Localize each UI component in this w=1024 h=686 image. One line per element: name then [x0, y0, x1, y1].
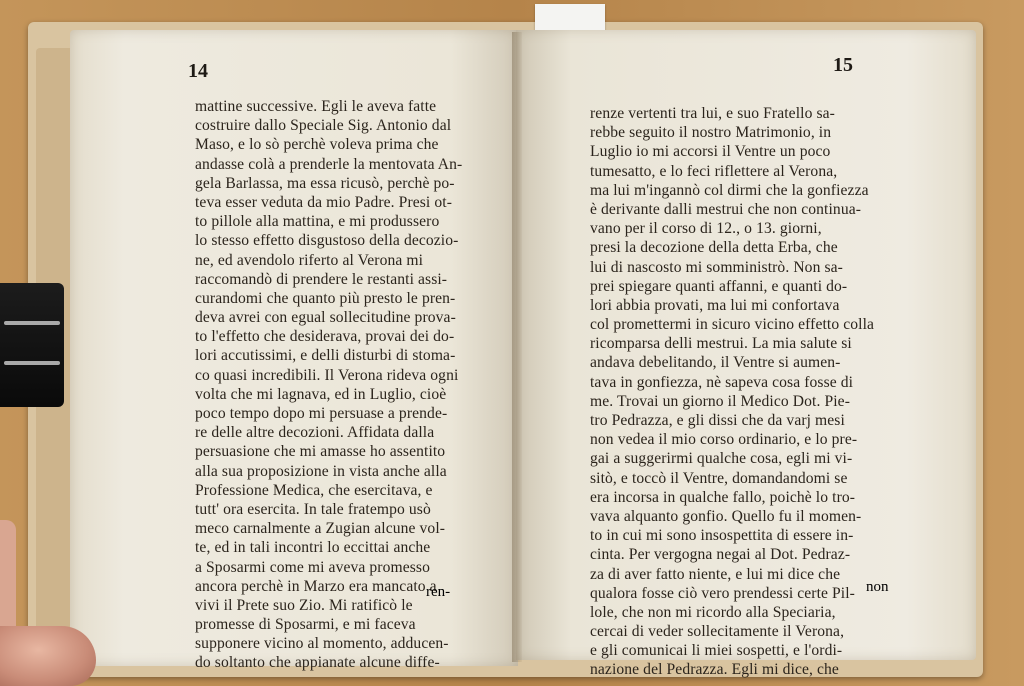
- text-line: to l'effetto che desiderava, provai dei do-: [195, 328, 455, 346]
- text-line: to in cui mi sono insospettita di essere in-: [590, 527, 854, 545]
- text-line: do soltanto che appianate alcune diffe-: [195, 654, 440, 672]
- text-line: a Sposarmi come mi aveva promesso: [195, 558, 430, 576]
- text-line: tumesatto, e lo feci riflettere al Verona,: [590, 162, 838, 180]
- text-line: ne, ed avendolo riferto al Verona mi: [195, 251, 424, 269]
- text-line: deva avrei con egual sollecitudine prova-: [195, 309, 456, 327]
- page-number-right: 15: [833, 54, 853, 76]
- paper-tab: [535, 4, 605, 30]
- text-line: prei spiegare quanti affanni, e quanti do-: [590, 277, 848, 295]
- text-line: vano per il corso di 12., o 13. giorni,: [590, 220, 822, 238]
- book-gutter: [512, 32, 522, 662]
- right-page-text: [590, 104, 910, 680]
- text-line: cercai di veder sollecitamente il Verona,: [590, 623, 845, 641]
- catchword-right: non: [866, 579, 889, 595]
- text-line: andasse colà a prenderle la mentovata An-: [195, 155, 463, 173]
- text-line: meco carnalmente a Zugian alcune vol-: [195, 520, 446, 538]
- text-line: raccomandò di prendere le restanti assi-: [195, 270, 448, 288]
- text-line: vava alquanto gonfio. Quello fu il momen-: [590, 507, 862, 525]
- text-line: teva esser veduta da mio Padre. Presi ot-: [195, 193, 452, 211]
- text-line: ma lui m'ingannò col dirmi che la gonfiezza: [590, 181, 869, 199]
- text-line: ricomparsa delli mestrui. La mia salute si: [590, 335, 852, 353]
- text-line: non vedea il mio corso ordinario, e lo pre-: [590, 431, 858, 449]
- text-line: te, ed in tali incontri lo eccittai anche: [195, 539, 431, 557]
- text-line: e gli comunicai li miei sospetti, e l'ordi-: [590, 642, 843, 660]
- page-number-left: 14: [188, 60, 208, 82]
- text-line: Maso, e lo sò perchè voleva prima che: [195, 136, 439, 154]
- text-line: vivi il Prete suo Zio. Mi ratificò le: [195, 596, 413, 614]
- thumb: [0, 626, 96, 686]
- catchword-left: ren-: [426, 584, 451, 600]
- text-line: alla sua proposizione in vista anche alla: [195, 462, 447, 480]
- text-line: re delle altre decozioni. Affidata dalla: [195, 424, 435, 442]
- text-line: qualora fosse ciò vero prendessi certe Pil-: [590, 584, 855, 602]
- clip-wire-bottom: [4, 361, 60, 365]
- text-line: volta che mi lagnava, ed in Luglio, cioè: [195, 385, 447, 403]
- text-line: Luglio io mi accorsi il Ventre un poco: [590, 143, 831, 161]
- text-line: ancora perchè in Marzo era mancato a: [195, 577, 437, 595]
- text-line: lui di nascosto mi somministrò. Non sa-: [590, 258, 843, 276]
- binder-clip: [0, 283, 64, 407]
- text-line: tutt' ora esercita. In tale fratempo usò: [195, 500, 431, 518]
- text-line: andava debelitando, il Ventre si aumen-: [590, 354, 841, 372]
- text-line: cinta. Per vergogna negai al Dot. Pedraz-: [590, 546, 851, 564]
- text-line: curandomi che quanto più presto le pren-: [195, 289, 456, 307]
- text-line: costruire dallo Speciale Sig. Antonio dal: [195, 117, 452, 135]
- text-line: lori accutissimi, e delli disturbi di stoma-: [195, 347, 456, 365]
- text-line: mattine successive. Egli le aveva fatte: [195, 98, 437, 115]
- text-line: za di aver fatto niente, e lui mi dice che: [590, 565, 841, 583]
- text-line: rebbe seguito il nostro Matrimonio, in: [590, 124, 832, 142]
- text-line: sitò, e toccò il Ventre, domandandomi se: [590, 469, 848, 487]
- text-line: to pillole alla mattina, e mi produssero: [195, 213, 440, 231]
- text-line: me. Trovai un giorno il Medico Dot. Pie-: [590, 392, 850, 410]
- text-line: è derivante dalli mestrui che non continua-: [590, 200, 862, 218]
- text-line: supponere vicino al momento, adducen-: [195, 635, 449, 653]
- text-line: lori abbia provati, ma lui mi confortava: [590, 296, 840, 314]
- text-line: renze vertenti tra lui, e suo Fratello sa-: [590, 105, 835, 122]
- text-line: nazione del Pedrazza. Egli mi dice, che: [590, 661, 839, 679]
- text-line: lo stesso effetto disgustoso della decozio-: [195, 232, 459, 250]
- text-line: co quasi incredibili. Il Verona rideva ogni: [195, 366, 459, 384]
- text-line: tro Pedrazza, e gli dissi che da varj mesi: [590, 412, 845, 429]
- text-line: lole, che non mi ricordo alla Speciaria,: [590, 603, 836, 621]
- text-line: era incorsa in qualche fallo, poichè lo tro-: [590, 488, 856, 506]
- text-line: gai a suggerirmi qualche cosa, egli mi vi-: [590, 450, 853, 468]
- text-line: gela Barlassa, ma essa ricusò, perchè po-: [195, 174, 455, 192]
- clip-wire-top: [4, 321, 60, 325]
- text-line: promesse di Sposarmi, e mi faceva: [195, 616, 416, 634]
- text-line: poco tempo dopo mi persuase a prende-: [195, 405, 448, 422]
- text-line: tava in gonfiezza, nè sapeva cosa fosse di: [590, 373, 854, 391]
- hand-edge: [0, 520, 16, 640]
- text-line: persuasione che mi amasse ho assentito: [195, 443, 446, 461]
- text-line: presi la decozione della detta Erba, che: [590, 239, 838, 257]
- text-line: Professione Medica, che esercitava, e: [195, 481, 433, 499]
- text-line: col promettermi in sicuro vicino effetto colla: [590, 316, 875, 334]
